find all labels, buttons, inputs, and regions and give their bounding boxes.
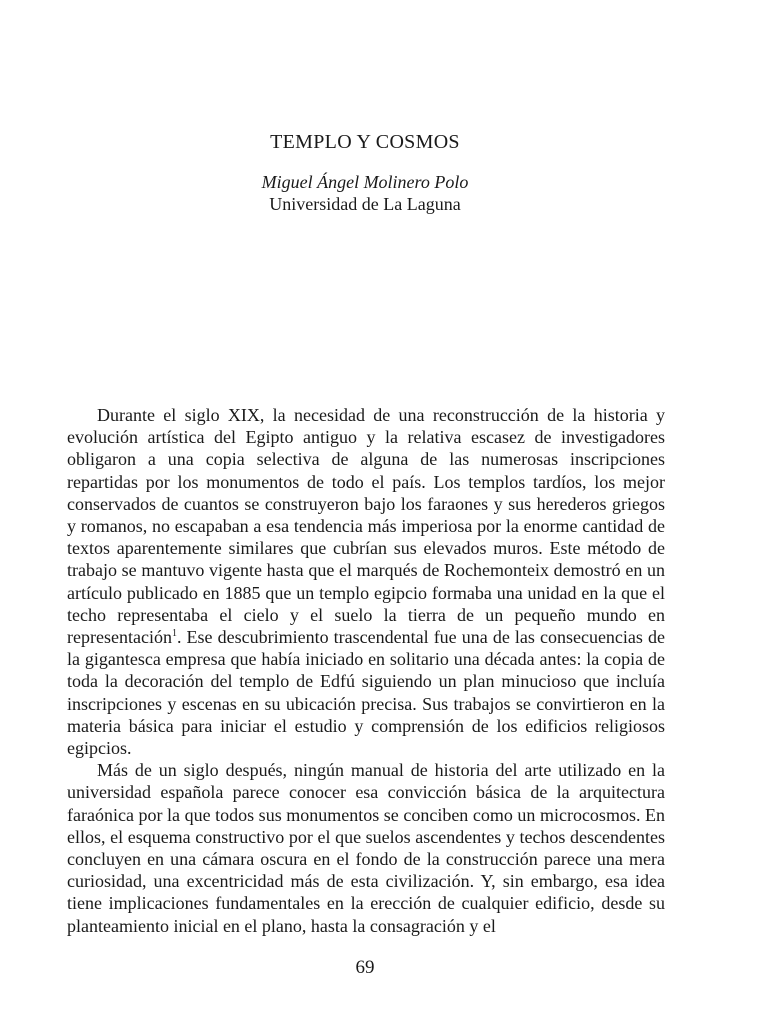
paragraph-2: Más de un siglo después, ningún manual de historia del arte utilizado en la universidad española parece conocer esa convicción básica de la arquitectura faraónica por la que todos sus monumentos se conciben como un microcosmos. En ellos, el esquema constructivo por el que suelos ascendentes y techos descendentes concluyen en una cámara oscura en el fondo de la construcción parece una mera curiosidad, una excentricidad más de esta civilización. Y, sin embargo, esa idea tiene implicaciones fundamentales en la erección de cualquier edificio, desde su planteamiento inicial en el plano, hasta la consagración y el (67, 760, 665, 936)
article-title: TEMPLO Y COSMOS (270, 131, 460, 153)
author-affiliation: Universidad de La Laguna (269, 194, 461, 214)
footnote-reference[interactable]: 1 (171, 628, 177, 640)
paragraph-1-text: Durante el siglo XIX, la necesidad de una reconstrucción de la historia y evolución artística del Egipto antiguo y la relativa escasez de investigadores obligaron a una copia selectiva de alguna de las numerosas inscripciones repartidas por los monumentos de todo el país. Los templos tardíos, los mejor conservados de cuantos se construyeron bajo los faraones y sus herederos griegos y romanos, no escapaban a esa tendencia más imperiosa por la enorme cantidad de textos aparentemente similares que cubrían sus elevados muros. Este método de trabajo se mantuvo vigente hasta que el marqués de Rochemonteix demostró en un artículo publicado en 1885 que un templo egipcio formaba una unidad en la que el techo representaba el cielo y el suelo la tierra de un pequeño mundo en representación (67, 405, 665, 648)
article-body (67, 404, 665, 937)
page-number: 69 (355, 957, 375, 978)
paragraph-1-continuation: . Ese descubrimiento trascendental fue una de las consecuencias de la gigantesca empresa que había iniciado en solitario una década antes: la copia de toda la decoración del templo de Edfú siguiendo un plan minucioso que incluía inscripciones y escenas en su ubicación precisa. Sus trabajos se convirtieron en la materia básica para iniciar el estudio y comprensión de los edificios religiosos egipcios. (67, 627, 665, 759)
author-name: Miguel Ángel Molinero Polo (261, 172, 469, 192)
paragraph-1 (67, 404, 665, 759)
